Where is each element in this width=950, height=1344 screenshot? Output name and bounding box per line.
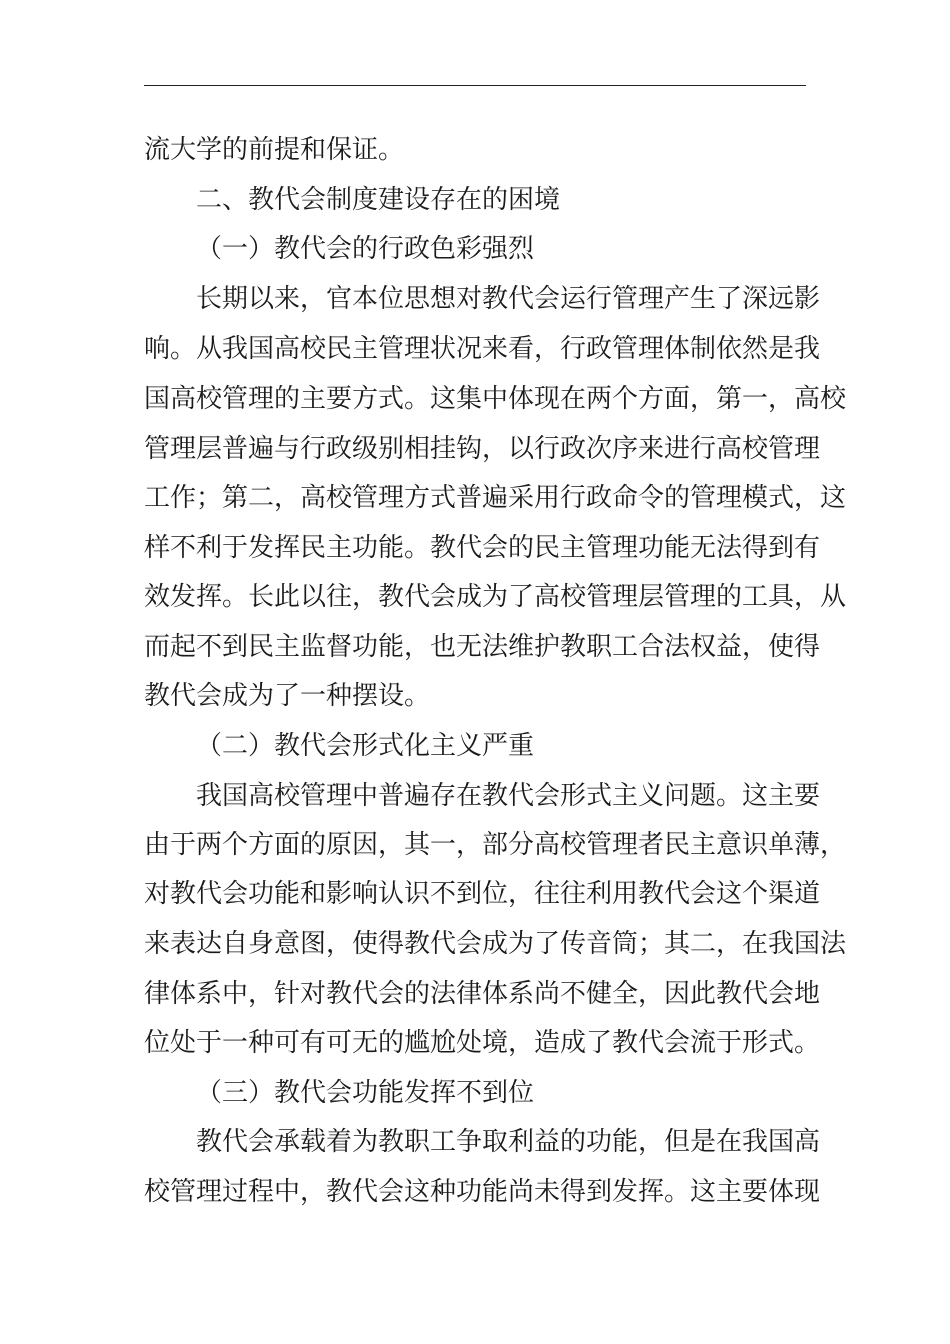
subsection-heading: （三）教代会功能发挥不到位 (196, 1078, 535, 1108)
body-line: 国高校管理的主要方式。这集中体现在两个方面，第一，高校 (144, 384, 847, 414)
body-line: 工作；第二，高校管理方式普遍采用行政命令的管理模式，这 (144, 483, 847, 513)
header-rule (144, 85, 806, 86)
paragraph-first-line: 我国高校管理中普遍存在教代会形式主义问题。这主要 (196, 781, 821, 811)
body-line: 校管理过程中，教代会这种功能尚未得到发挥。这主要体现 (144, 1177, 821, 1207)
paragraph-first-line: 长期以来，官本位思想对教代会运行管理产生了深远影 (196, 284, 821, 314)
subsection-heading: （二）教代会形式化主义严重 (196, 731, 535, 761)
body-line: 由于两个方面的原因，其一，部分高校管理者民主意识单薄， (144, 830, 847, 860)
body-line: 管理层普遍与行政级别相挂钩，以行政次序来进行高校管理 (144, 434, 821, 464)
subsection-heading: （一）教代会的行政色彩强烈 (196, 234, 535, 264)
body-line: 样不利于发挥民主功能。教代会的民主管理功能无法得到有 (144, 533, 821, 563)
body-line: 流大学的前提和保证。 (144, 135, 405, 165)
body-line: 位处于一种可有可无的尴尬处境，造成了教代会流于形式。 (144, 1028, 821, 1058)
section-heading: 二、教代会制度建设存在的困境 (196, 185, 561, 215)
body-line: 来表达自身意图，使得教代会成为了传音筒；其二，在我国法 (144, 929, 847, 959)
body-line: 响。从我国高校民主管理状况来看，行政管理体制依然是我 (144, 334, 821, 364)
body-line: 教代会成为了一种摆设。 (144, 681, 431, 711)
body-line: 而起不到民主监督功能，也无法维护教职工合法权益，使得 (144, 632, 821, 662)
body-line: 律体系中，针对教代会的法律体系尚不健全，因此教代会地 (144, 979, 821, 1009)
body-line: 效发挥。长此以往，教代会成为了高校管理层管理的工具，从 (144, 582, 847, 612)
body-line: 对教代会功能和影响认识不到位，往往利用教代会这个渠道 (144, 879, 821, 909)
paragraph-first-line: 教代会承载着为教职工争取利益的功能，但是在我国高 (196, 1127, 821, 1157)
